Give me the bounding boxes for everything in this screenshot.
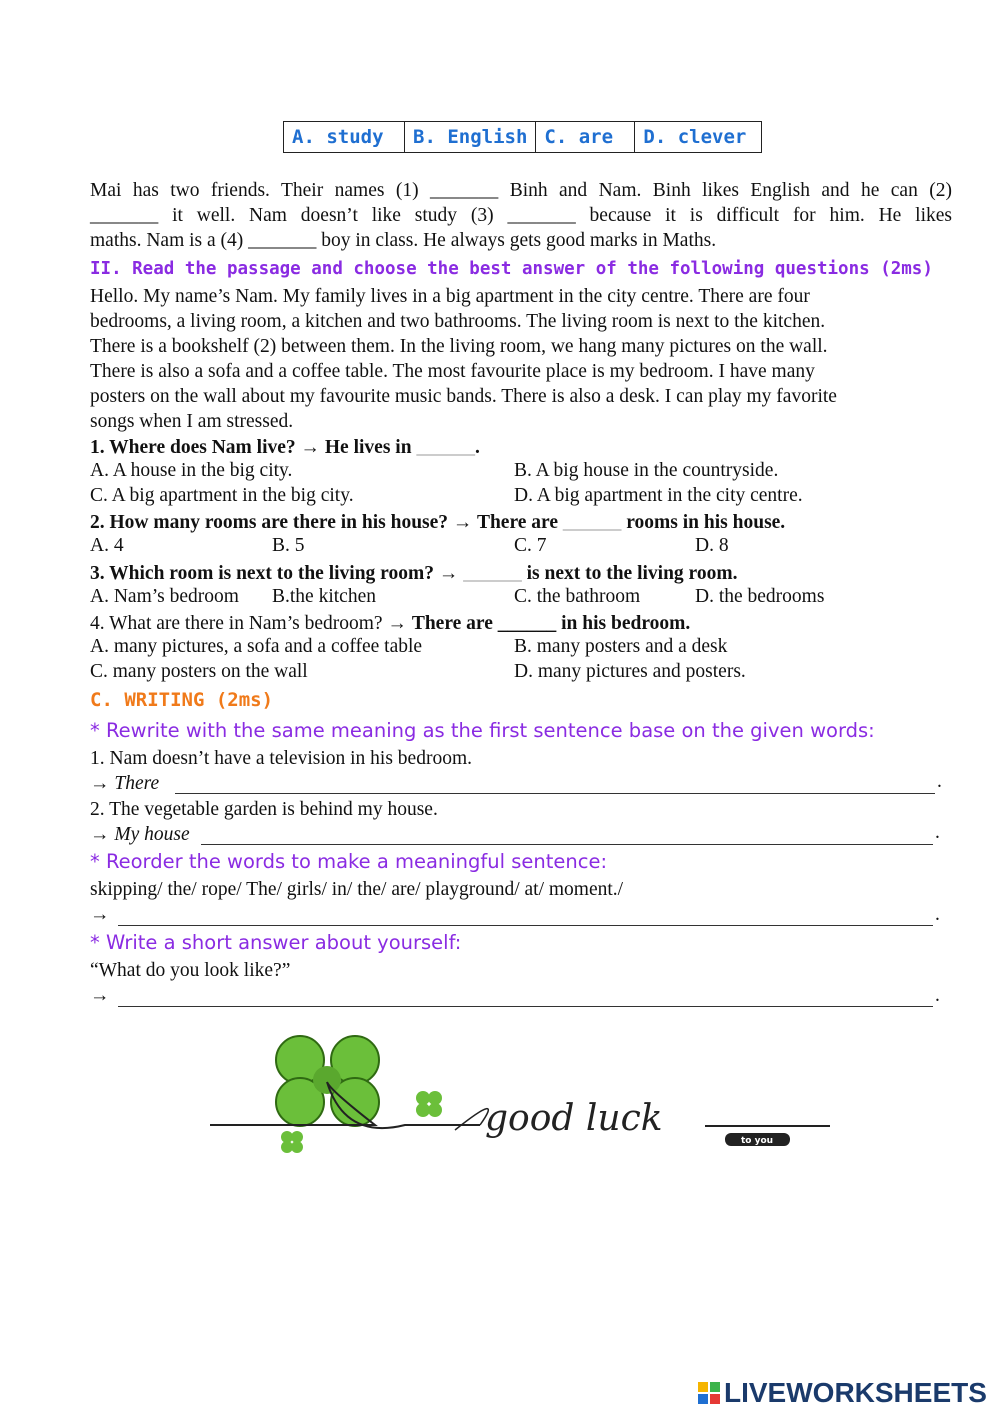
q3-option-d: D. the bedrooms (695, 586, 825, 607)
question-4 (90, 611, 952, 636)
section2-passage-line: There is also a sofa and a coffee table. The most favourite place is my bedroom. I have many (90, 361, 815, 382)
reorder-arrow: → (90, 904, 110, 925)
end-dot: . (937, 771, 942, 792)
q3-option-b: B.the kitchen (272, 586, 376, 607)
question-1-text: 1. Where does Nam live? → He lives in (90, 437, 417, 458)
end-dot: . (935, 985, 940, 1006)
reorder-words: skipping/ the/ rope/ The/ girls/ in/ the/ are/ playground/ at/ moment./ (90, 879, 624, 900)
liveworksheets-brand: LIVEWORKSHEETS (724, 1377, 987, 1408)
section2-passage-line: Hello. My name’s Nam. My family lives in a big apartment in the city centre. There are four (90, 286, 810, 307)
word-option-b: B. English (405, 122, 536, 153)
q2-option-c: C. 7 (514, 535, 547, 556)
section2-passage-line: There is a bookshelf (2) between them. In the living room, we hang many pictures on the wall. (90, 336, 828, 357)
rewrite-sentence-2: 2. The vegetable garden is behind my house. (90, 799, 438, 820)
q2-option-d: D. 8 (695, 535, 729, 556)
section2-passage-line: posters on the wall about my favourite music bands. There is also a desk. I can play my favorite (90, 386, 837, 407)
section2-passage-line: songs when I am stressed. (90, 411, 294, 432)
q1-option-c: C. A big apartment in the big city. (90, 485, 354, 506)
answer-line-3[interactable] (118, 907, 933, 926)
small-clover-icon (281, 1131, 303, 1153)
q1-option-a: A. A house in the big city. (90, 460, 293, 481)
question-1-end: . (474, 437, 480, 458)
small-clover-icon (416, 1091, 442, 1117)
reorder-instruction: * Reorder the words to make a meaningful sentence: (90, 850, 608, 873)
question-4-text: 4. What are there in Nam’s bedroom? → (90, 613, 412, 634)
liveworksheets-logo (697, 1378, 987, 1408)
q2-option-b: B. 5 (272, 535, 305, 556)
section2-passage-line: bedrooms, a living room, a kitchen and two bathrooms. The living room is next to the kitchen. (90, 311, 826, 332)
question-2 (90, 510, 952, 535)
passage1-line3: maths. Nam is a (4) _______ boy in class. He always gets good marks in Maths. (90, 230, 717, 251)
question-2-end: rooms in his house. (621, 512, 786, 533)
q1-option-b: B. A big house in the countryside. (514, 460, 779, 481)
short-answer-instruction: * Write a short answer about yourself: (90, 931, 462, 954)
question-3-text: 3. Which room is next to the living room? → (90, 563, 464, 584)
q4-option-c: C. many posters on the wall (90, 661, 308, 682)
word-option-d: D. clever (635, 122, 762, 153)
liveworksheets-cube-icon (697, 1381, 721, 1405)
q3-option-c: C. the bathroom (514, 586, 641, 607)
short-answer-arrow: → (90, 985, 110, 1006)
good-luck-clover-illustration (205, 1030, 835, 1160)
question-1 (90, 435, 952, 460)
end-dot: . (935, 822, 940, 843)
q4-option-a: A. many pictures, a sofa and a coffee table (90, 636, 423, 657)
word-option-a: A. study (284, 122, 405, 153)
q2-option-a: A. 4 (90, 535, 124, 556)
question-3 (90, 561, 952, 586)
question-2-text: 2. How many rooms are there in his house? → There are (90, 512, 563, 533)
rewrite-sentence-1: 1. Nam doesn’t have a television in his bedroom. (90, 748, 472, 769)
q4-option-b: B. many posters and a desk (514, 636, 728, 657)
writing-heading: C. WRITING (2ms) (90, 689, 274, 711)
q4-option-d: D. many pictures and posters. (514, 661, 746, 682)
section2-heading: II. Read the passage and choose the best answer of the following questions (2ms) (90, 259, 933, 279)
answer-line-4[interactable] (118, 988, 933, 1007)
end-dot: . (935, 904, 940, 925)
to-you-badge: to you (740, 1136, 774, 1146)
question-4-bold: There are ______ in his bedroom. (411, 613, 691, 634)
passage1-line1: Mai has two friends. Their names (1) _______ Binh and Nam. Binh likes English and he can (2) (90, 180, 952, 201)
question-2-blank: ______ (562, 512, 622, 533)
rewrite-prompt-1: → There (90, 773, 160, 794)
word-box (283, 121, 762, 153)
question-3-end: is next to the living room. (521, 563, 738, 584)
rewrite-instruction: * Rewrite with the same meaning as the first sentence base on the given words: (90, 719, 875, 742)
q3-option-a: A. Nam’s bedroom (90, 586, 239, 607)
passage1-line2: _______ it well. Nam doesn’t like study (3) _______ because it is difficult for him. He likes (90, 205, 952, 226)
question-1-blank: ______ (416, 437, 475, 458)
rewrite-prompt-2: → My house (90, 824, 190, 845)
good-luck-text: good luck (485, 1098, 663, 1139)
four-leaf-clover-icon (276, 1036, 379, 1126)
question-3-blank: ______ (463, 563, 522, 584)
answer-line-1[interactable] (175, 775, 935, 794)
short-answer-question: “What do you look like?” (90, 960, 291, 981)
answer-line-2[interactable] (201, 826, 933, 845)
q1-option-d: D. A big apartment in the city centre. (514, 485, 803, 506)
word-option-c: C. are (536, 122, 635, 153)
